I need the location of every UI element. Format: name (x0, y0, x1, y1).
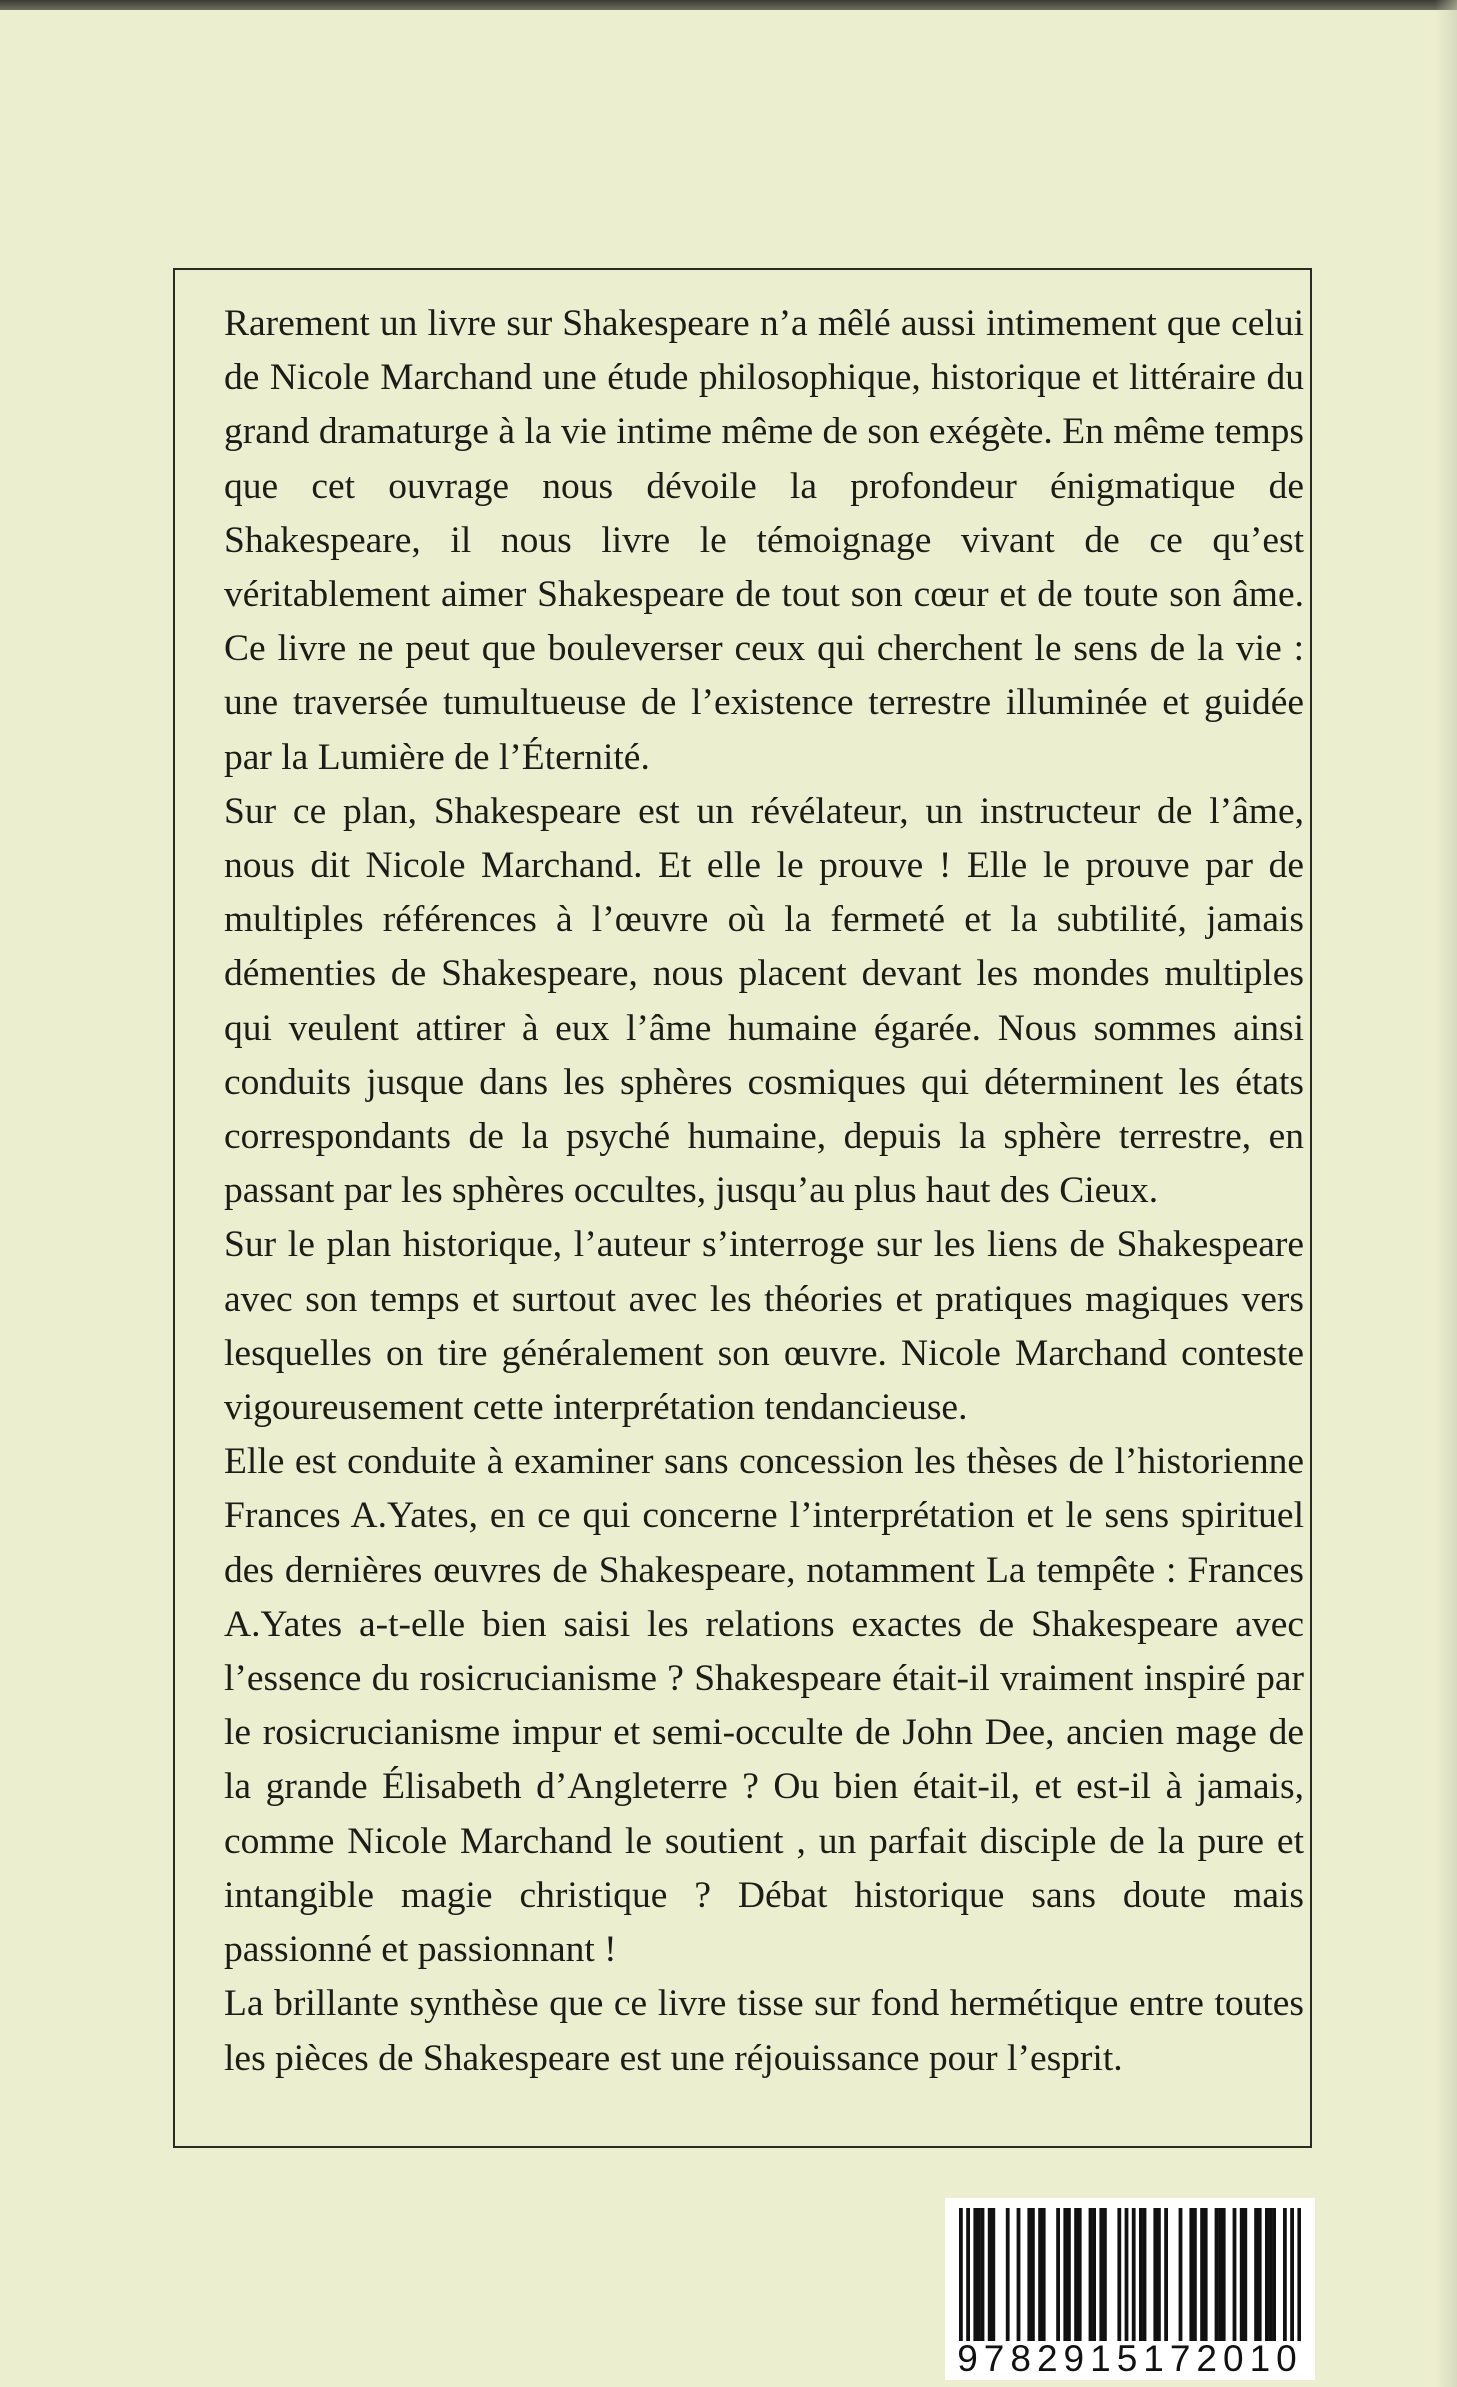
barcode-bar (1265, 2208, 1269, 2341)
barcode-bar (1204, 2208, 1208, 2341)
barcode-bar (1067, 2208, 1071, 2341)
barcode-bar (1157, 2208, 1161, 2341)
barcode-bar (1269, 2208, 1273, 2341)
barcode-bar (973, 2208, 977, 2341)
barcode-bar (959, 2208, 963, 2341)
barcode-bar (966, 2208, 970, 2341)
barcode-bar (1240, 2208, 1244, 2341)
blurb-paragraph-3: Sur le plan historique, l’auteur s’interroge sur les liens de Shakespeare avec son temps et surtout avec les théories et pratiques magiques vers lesquelles on tire généralement son œuvre. Nicole Marchand conteste vigoureusement cette interprétation tendancieuse. (224, 1224, 1304, 1429)
barcode-bar (1027, 2208, 1031, 2341)
barcode-bar (1056, 2208, 1060, 2341)
isbn-barcode (945, 2198, 1315, 2380)
barcode-bar (1222, 2208, 1226, 2341)
isbn-number: 9782915172010 (957, 2338, 1303, 2379)
barcode-bar (1117, 2208, 1121, 2341)
blurb-paragraph-5: La brillante synthèse que ce livre tisse sur fond hermétique entre toutes les pièces de Shakespeare est une réjouissance pour l’esprit. (224, 1983, 1304, 2079)
barcode-bar (1092, 2208, 1096, 2341)
barcode-bar (977, 2208, 981, 2341)
blurb-paragraph-2: Sur ce plan, Shakespeare est un révélateur, un instructeur de l’âme, nous dit Nicole Marchand. Et elle le prouve ! Elle le prouve par de multiples références à l’œuvre où la fermeté et la subtilité, jamais démenties de Shakespeare, nous placent devant les mondes multiples qui veulent attirer à eux l’âme humaine égarée. Nous sommes ainsi conduits jusque dans les sphères cosmiques qui déterminent les états correspondants de la psyché humaine, depuis la sphère terrestre, en passant par les sphères occultes, jusqu’au plus haut des Cieux. (224, 790, 1304, 1212)
barcode-bar (1258, 2208, 1262, 2341)
barcode-bar (1297, 2208, 1301, 2341)
barcode-bar (1189, 2208, 1193, 2341)
barcode-bar (1074, 2208, 1078, 2341)
barcode-bar (1139, 2208, 1143, 2341)
barcode-bar (1089, 2208, 1093, 2341)
blurb-paragraph-4: Elle est conduite à examiner sans concession les thèses de l’historienne Frances A.Yates, en ce qui concerne l’interprétation et le sens spirituel des dernières œuvres de Shakespeare, notamment La tempête : Frances A.Yates a-t-elle bien saisi les relations exactes de Shakespeare avec l’essence du rosicrucianisme ? Shakespeare était-il vraiment inspiré par le rosicrucianisme impur et semi-occulte de John Dee, ancien mage de la grande Élisabeth d’Angleterre ? Ou bien était-il, et est-il à jamais, comme Nicole Marchand le soutient , un parfait disciple de la pure et intangible magie christique ? Débat historique sans doute mais passionné et passionnant ! (224, 1441, 1304, 1971)
barcode-bar (1218, 2208, 1222, 2341)
barcode-bar (1164, 2208, 1168, 2341)
barcode-bar (1290, 2208, 1294, 2341)
barcode-bars (959, 2208, 1301, 2341)
barcode-bar (1042, 2208, 1046, 2341)
barcode-bar (1233, 2208, 1237, 2341)
barcode-bar (1017, 2208, 1021, 2341)
barcode-bar (1272, 2208, 1276, 2341)
cover-top-edge (0, 0, 1457, 10)
barcode-bar (1103, 2208, 1107, 2341)
barcode-bar (1132, 2208, 1136, 2341)
barcode-bar (1283, 2208, 1287, 2341)
barcode-bar (1254, 2208, 1258, 2341)
barcode-bar (988, 2208, 992, 2341)
barcode-bar (1031, 2208, 1035, 2341)
barcode-bar (1078, 2208, 1082, 2341)
blurb-paragraph-1: Rarement un livre sur Shakespeare n’a mêlé aussi intimement que celui de Nicole Marchand une étude philosophique, historique et littéraire du grand dramaturge à la vie intime même de son exégète. En même temps que cet ouvrage nous dévoile la profondeur énigmatique de Shakespeare, il nous livre le témoignage vivant de ce qu’est véritablement aimer Shakespeare de tout son cœur et de toute son âme. Ce livre ne peut que bouleverser ceux qui cherchent le sens de la vie : une traversée tumultueuse de l’existence terrestre illuminée et guidée par la Lumière de l’Éternité. (224, 303, 1304, 778)
barcode-bar (1243, 2208, 1247, 2341)
barcode-bar (1143, 2208, 1147, 2341)
barcode-bar (991, 2208, 995, 2341)
barcode-bar (1125, 2208, 1129, 2341)
barcode-bar (1006, 2208, 1010, 2341)
barcode-bar (1193, 2208, 1197, 2341)
barcode-bar (1099, 2208, 1103, 2341)
barcode-bar (1179, 2208, 1183, 2341)
cover-right-shadow (1435, 0, 1457, 2387)
barcode-bar (1153, 2208, 1157, 2341)
barcode-bar (981, 2208, 985, 2341)
barcode-bar (1063, 2208, 1067, 2341)
barcode-bar (1215, 2208, 1219, 2341)
back-cover-blurb (224, 297, 1304, 2086)
barcode-bar (1200, 2208, 1204, 2341)
barcode-bar (1038, 2208, 1042, 2341)
